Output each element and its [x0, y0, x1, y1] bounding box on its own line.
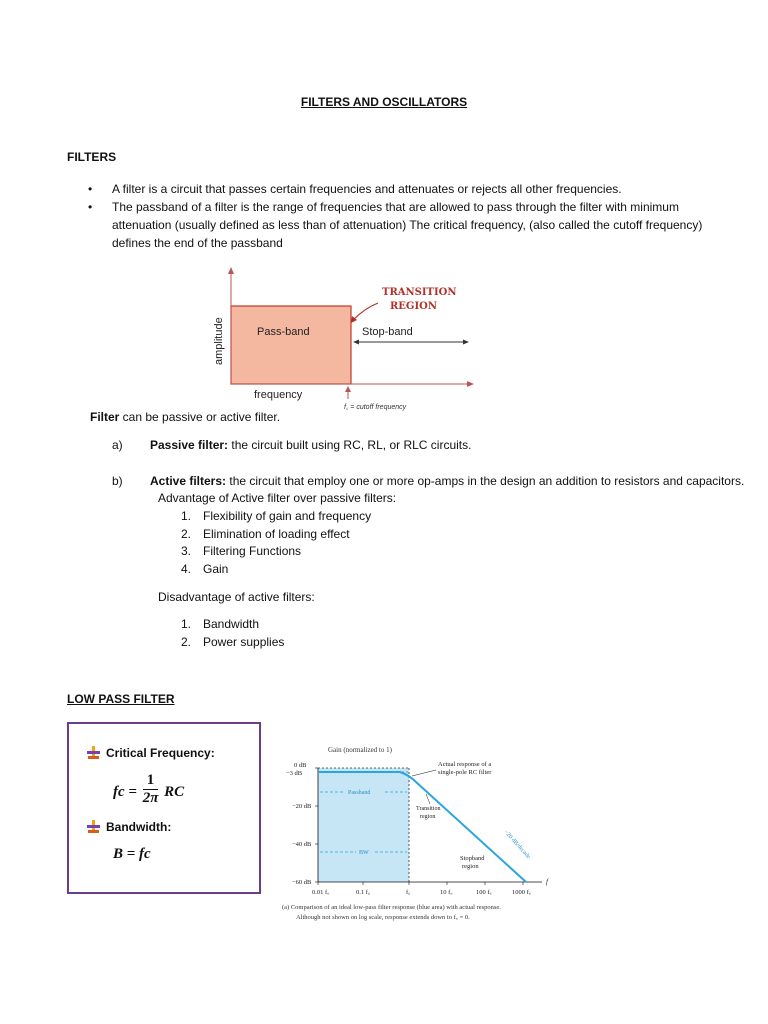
gain-title: Gain (normalized to 1)	[328, 746, 392, 754]
figure-caption-2: Although not shown on log scale, response extends down to f꜀ = 0.	[296, 914, 470, 921]
page-title: FILTERS AND OSCILLATORS	[300, 95, 468, 109]
filters-bullet-list	[88, 180, 703, 252]
advantage-heading: Advantage of Active filter over passive filters:	[158, 491, 397, 505]
list-item: 1. Flexibility of gain and frequency	[181, 509, 372, 523]
active-filter-item: b) Active filters: the circuit that employ one or more op-amps in the design an addition to resistors and capacitors.	[112, 474, 745, 488]
list-item: 2. Elimination of loading effect	[181, 526, 350, 541]
transition-region-label-1: Transition	[416, 806, 441, 812]
stopband-region-label-2: region	[462, 863, 479, 870]
disadvantage-heading: Disadvantage of active filters:	[158, 590, 315, 604]
y-tick-0db: 0 dB	[294, 762, 307, 769]
x-tick: 10 f꜀	[440, 889, 453, 896]
actual-response-label-1: Actual response of a	[438, 761, 492, 768]
x-tick: 0.01 f꜀	[312, 889, 330, 896]
lpf-heading: LOW PASS FILTER	[67, 692, 175, 706]
y-tick-3db: −3 dB	[286, 770, 303, 777]
x-tick: 100 f꜀	[476, 889, 492, 896]
amplitude-label: amplitude	[213, 317, 225, 365]
bandwidth-formula: B = fc	[113, 846, 151, 862]
list-item: 1. Bandwidth	[181, 617, 260, 631]
list-item: 3. Filtering Functions	[181, 544, 302, 558]
transition-arrow	[353, 303, 378, 320]
list-item: • A filter is a circuit that passes certain frequencies and attenuates or rejects all other frequencies.	[88, 182, 622, 196]
stopband-region-label-1: Stopband	[460, 855, 485, 862]
disadvantage-list	[181, 616, 284, 651]
passband-rect	[231, 306, 351, 384]
filters-heading: FILTERS	[67, 150, 117, 164]
y-tick-60db: −60 dB	[292, 879, 312, 886]
x-axis-label: f	[546, 878, 548, 886]
figure-caption-1: (a) Comparison of an ideal low-pass filter response (blue area) with actual response.	[282, 904, 501, 911]
passband-label: Pass-band	[257, 326, 310, 338]
transition-label-1: TRANSITION	[382, 287, 457, 298]
ideal-passband-area	[318, 768, 409, 882]
filter-intro: Filter can be passive or active filter.	[90, 410, 281, 424]
slope-label: −20 dB/decade	[502, 829, 532, 861]
stopband-label: Stop-band	[362, 326, 413, 338]
actual-response-label-2: single-pole RC filter	[438, 769, 492, 776]
cutoff-label: f꜀ = cutoff frequency	[344, 404, 407, 411]
y-tick-20db: −20 dB	[292, 803, 312, 810]
pin-bullet-icon	[87, 746, 100, 759]
y-tick-40db: −40 dB	[292, 841, 312, 848]
transition-region-label-2: region	[420, 814, 436, 820]
passband-chart-label: Passband	[348, 790, 371, 796]
passband-diagram	[200, 265, 490, 415]
advantage-list	[181, 508, 371, 578]
list-item: 2. Power supplies	[181, 634, 285, 649]
pin-bullet-icon	[87, 820, 100, 833]
critical-frequency-formula: fc = $\frac{1}{2\pi}$ RC	[113, 772, 185, 806]
x-tick: 0.1 f꜀	[356, 889, 371, 896]
x-tick: f꜀	[406, 889, 411, 896]
x-tick: 1000 f꜀	[512, 889, 532, 896]
passive-filter-item: a) Passive filter: the circuit built using RC, RL, or RLC circuits.	[112, 438, 472, 452]
lowpass-response-chart	[280, 742, 570, 932]
list-item: • The passband of a filter is the range of frequencies that are allowed to pass through the filter with minimum attenuation (usually defined as less than of attenuation) The critical frequency, (also called the cutoff frequency) defines the end of the passband	[88, 200, 703, 250]
bw-chart-label: BW	[359, 850, 369, 856]
frequency-label: frequency	[254, 389, 303, 401]
transition-label-2: REGION	[390, 301, 438, 312]
formula-box	[67, 722, 261, 894]
list-item: 4. Gain	[181, 561, 229, 576]
bandwidth-row: Bandwidth:	[87, 820, 171, 834]
critical-frequency-row: Critical Frequency:	[87, 746, 215, 760]
